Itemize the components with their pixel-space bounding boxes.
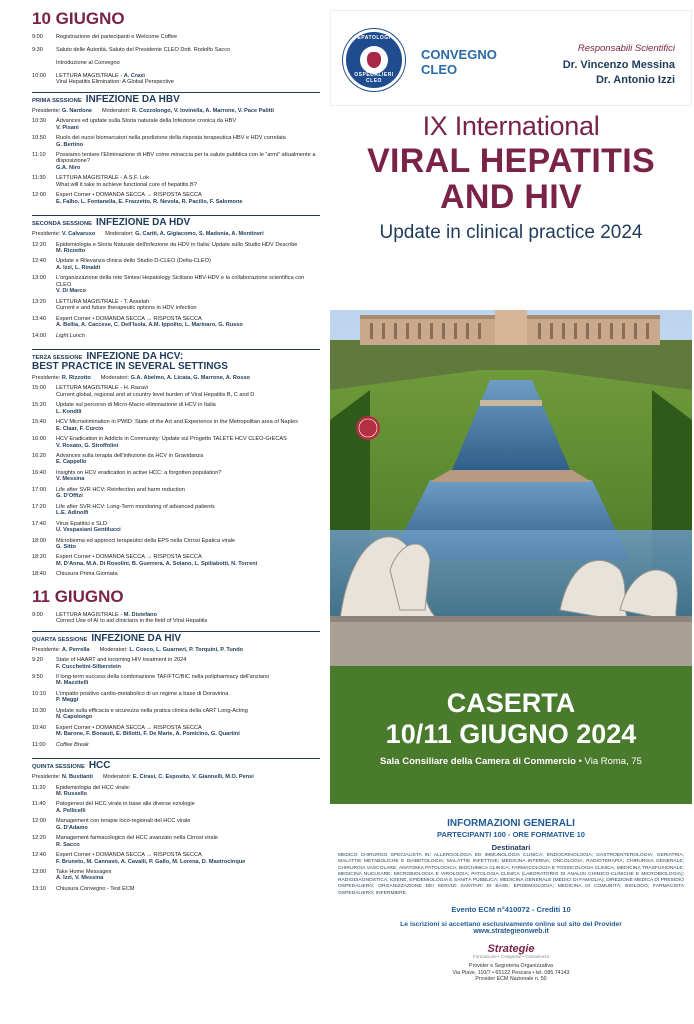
agenda-item [32, 453, 320, 466]
agenda-item [32, 852, 320, 865]
agenda-time: 11:20 [32, 784, 46, 791]
speaker-name: R. Sacco [56, 841, 80, 848]
recipients-title: Destinatari [491, 843, 531, 852]
title-edition: IX International [422, 111, 600, 141]
registration-info: Le iscrizioni si accettano esclusivamente online sul sito del Provider [400, 921, 622, 929]
ecm-info: Evento ECM n°410072 - Crediti 10 [451, 905, 571, 915]
recipients-text: MEDICO CHIRURGO SPECIALISTA IN: ALLERGOLOGIA ED IMMUNOLOGIA CLINICA; ENDOCRINOLOGIA; GASTROENTEROLOGIA; GERIATRIA; MALATTIE METABOLICHE E DIABETOLOGIA; MALATTIE INFETTIVE; MEDICINA INTERNA; ONCOLOGIA; RADIOTERAPIA; CHIRURGIA GENERALE; CHIRURGIA VASCOLARE; ANATOMIA PATOLOGICA; BIOCHIMICA CLINICA; FARMACOLOGIA E TOSSICOLOGIA CLINICA; MEDICINA TRASFUSIONALE; MEDICINA NUCLEARE; MICROBIOLOGIA E VIROLOGIA; PATOLOGIA CLINICA (LABORATORIO DI ANALISI CHIMICO-CLINICHE E MICROBIOLOGIA); RADIODIAGNOSTICA; IGIENE, EPIDEMIOLOGIA E SANITÀ PUBBLICA; MEDICINA GENERALE (MEDICI DI FAMIGLIA); DIREZIONE MEDICA DI PRESIDIO OSPEDALIERO; ORGANIZZAZIONE DEI SERVIZI SANITARI DI BASE; EPIDEMIOLOGIA; MEDICINA DI COMUNITÀ; BIOLOGO; FARMACISTA OSPEDALIERO; INFERMIERE. [338, 853, 684, 896]
agenda-text: Registrazione dei partecipanti e Welcome Coffee [56, 34, 178, 40]
agenda-item [32, 742, 320, 748]
agenda-time: 10:30 [32, 118, 46, 125]
agenda-time: 12:40 [32, 258, 46, 265]
speaker-name: G. Sitto [56, 543, 76, 550]
agenda-item [32, 487, 320, 500]
agenda-item [32, 835, 320, 848]
agenda-time: 16:40 [32, 469, 46, 476]
cleo-logo [343, 29, 405, 91]
agenda-item [32, 691, 320, 704]
speaker-name: G. Bertino [56, 141, 84, 148]
palace-photo-illustration [330, 310, 692, 666]
speaker-name: V. Pisani [56, 124, 79, 131]
session-label: SECONDA SESSIONE [32, 221, 93, 228]
agenda-item [32, 538, 320, 551]
agenda-text: Life after SVR HCV: Long-Term monitoring of advanced patients [56, 503, 215, 510]
agenda-time: 10.50 [32, 135, 46, 142]
agenda-item [32, 316, 320, 329]
session-2 [32, 215, 320, 343]
agenda-item [32, 886, 320, 892]
day-2-title: 11 GIUGNO [32, 586, 124, 606]
agenda-time: 11:00 [32, 741, 46, 748]
agenda-text: Management farmacologico del HCC avanzato nella Cirrosi virale [56, 835, 218, 842]
agenda-time: 9:00 [32, 34, 43, 40]
agenda-time: 13:00 [32, 869, 46, 876]
lecture-title: Viral Hepatitis Elimination: A Global Perspective [56, 79, 175, 86]
general-info [330, 818, 692, 983]
lecture-speaker: M. Distefano [123, 611, 158, 618]
agenda-item [32, 192, 320, 205]
agenda-text: HCV Eradication in Addicts in Community: Update sul Progetto TALETE HCV CLEO-GrECAS [56, 436, 287, 443]
lecture-item [32, 73, 320, 86]
agenda-text: Epidemiologia e Storia Naturale dell'infezione da HDV in Italia: Update sullo Studio HDV Describe [56, 241, 298, 248]
convegno-label: CONVEGNO CLEO [421, 47, 497, 77]
speaker-name: L. Kondili [56, 408, 82, 415]
agenda-time: 17:00 [32, 486, 46, 493]
session-name: HCC [88, 760, 111, 772]
agenda-time: 16:00 [32, 436, 46, 443]
speaker-name: F. Bruneto, M. Cannavò, A. Cavalli, P. Gallo, M. Lorena, D. Mastrocinque [56, 858, 246, 865]
strategie-tagline: Formazione • Congressi • Consulenza [473, 954, 549, 960]
agenda-time: 9:50 [32, 674, 43, 680]
event-dates: 10/11 GIUGNO 2024 [385, 719, 637, 749]
scientific-managers [563, 43, 675, 88]
agenda-time: 10:10 [32, 690, 46, 697]
speaker-name: F. Cucchetini-Silberstein [56, 663, 121, 670]
agenda-item [32, 175, 320, 188]
agenda-item [32, 152, 320, 171]
agenda-text: Patogenesi del HCC virale in base alle diverse eziologie [56, 801, 195, 808]
speaker-name: M. Mazzitelli [56, 680, 89, 687]
agenda-time [32, 60, 56, 66]
agenda-text: Coffee Break [56, 741, 89, 748]
moderators-names: R. Cozzolongo, V. Iovinella, A. Marrone, V. Pace Palitti [131, 107, 274, 114]
agenda-item [32, 571, 320, 577]
resp-name: Dr. Antonio Izzi [595, 74, 675, 86]
moderators-names: L. Cosco, L. Guarneri, P. Torquini, P. Tundo [129, 646, 244, 653]
speaker-name: G.A. Niro [56, 164, 81, 171]
agenda-item [32, 419, 320, 432]
poster-panel [330, 10, 692, 1022]
agenda-item [32, 657, 320, 670]
agenda-subtitle: What will it take to achieve functional cure of hepatitis B? [56, 181, 197, 188]
agenda-text: Light Lunch [56, 332, 85, 339]
agenda-text: Chiusura Convegno - Test ECM [56, 885, 135, 892]
speaker-name: N. Capolongo [56, 714, 93, 721]
session-label: TERZA SESSIONE [32, 355, 83, 361]
agenda-item [32, 242, 320, 255]
agenda-text: Chiusura Prima Giornata [56, 571, 118, 578]
info-title: INFORMAZIONI GENERALI [447, 818, 575, 829]
agenda-time: 11:10 [32, 152, 46, 159]
agenda-time: 11:40 [32, 801, 46, 808]
agenda-text: Update e Rilevanza clinica dello Studio D-CLEO (Delta-CLEO) [56, 258, 211, 265]
agenda-text: Take Home Messages [56, 869, 112, 876]
agenda-item [32, 674, 320, 687]
agenda-item [32, 60, 320, 66]
agenda-item [32, 34, 320, 40]
agenda-time: 12:00 [32, 818, 46, 825]
agenda-item [32, 818, 320, 831]
agenda-time: 15:20 [32, 402, 46, 409]
agenda-text: Microbioma ed approcci terapeutici della EPS nella Cirrosi Epatica virale [56, 537, 236, 544]
event-title [330, 110, 692, 244]
agenda-time: 13:10 [32, 885, 46, 892]
agenda-time: 12:00 [32, 192, 46, 199]
venue: Sala Consiliare della Camera di Commercio • Via Roma, 75 [380, 756, 642, 767]
agenda-item [32, 436, 320, 449]
session-label: QUARTA SESSIONE [32, 636, 88, 643]
agenda-text: L'impatto positivo cardio-metabolico di un regime a base di Doravirina [56, 690, 229, 697]
agenda-item [32, 708, 320, 721]
agenda-item [32, 725, 320, 738]
agenda-time: 17:40 [32, 520, 46, 527]
agenda-item [32, 118, 320, 131]
lecture-speaker: A. Craxì [123, 73, 145, 79]
agenda-text: Expert Corner • DOMANDA SECCA → RISPOSTA SECCA [56, 724, 202, 731]
agenda-text: Ruolo dei nuovi biomarcatori nella predizione della risposta terapeutica HBV e HDV correlata [56, 135, 286, 142]
title-main: VIRAL HEPATITIS [367, 142, 655, 180]
agenda-text: LETTURA MAGISTRALE - T. Asselah [56, 298, 150, 305]
agenda-time: 16:20 [32, 453, 46, 460]
agenda-time: 9:00 [32, 611, 43, 618]
agenda-text: Update sul percorso di Micro-Macro eliminazione di HCV in Italia [56, 402, 216, 409]
lecture-label: LETTURA MAGISTRALE - [56, 611, 124, 618]
session-name: INFEZIONE DA HBV [85, 93, 180, 105]
agenda-text: Il long-term success della combinazione TAF/FTC/BIC nella polipharmacy dell'anziano [56, 674, 270, 680]
agenda-text: Virus Epatitici e SLD [56, 520, 107, 527]
president-name: G. Nardone [61, 107, 93, 114]
agenda-item [32, 333, 320, 339]
lecture-label: LETTURA MAGISTRALE - [56, 73, 124, 79]
agenda-time: 13:20 [32, 298, 46, 305]
logo-text-top: EPATOLOGI [357, 35, 391, 41]
president-name: R. Rizzotto [61, 375, 91, 381]
programme-column [0, 0, 328, 1024]
agenda-item [32, 521, 320, 534]
lecture-title: Correct Use of AI to aid clinicians in the field of Viral Hepatitis [56, 618, 208, 625]
agenda-item [32, 785, 320, 798]
agenda-text: L'organizzazione della rete Sintesi Hepatology Siciliano HBV-HDV e la collaborazione scientifica con CLEO [56, 275, 305, 288]
speaker-name: M. Rizzetto [56, 247, 86, 254]
speaker-name: M. Barone, F. Bonauti, E. Billotti, F. De Marie, A. Pomicino, G. Quartini [56, 731, 240, 738]
agenda-time: 15:00 [32, 385, 46, 392]
agenda-text: Advances ed update sulla Storia naturale della Infezione cronica da HBV [56, 118, 237, 125]
moderators-label: Moderatori: [105, 231, 134, 238]
poster-header [330, 10, 692, 106]
president-name: A. Perrella [61, 646, 90, 653]
agenda-text: Expert Corner • DOMANDA SECCA → RISPOSTA SECCA [56, 315, 202, 322]
speaker-name: U. Vespasiani Gentilucci [56, 527, 121, 534]
session-5 [32, 758, 320, 896]
day-1-title: 10 GIUGNO [32, 9, 125, 28]
president-label: Presidente: [32, 646, 61, 653]
moderators-names: G. Cariti, A. Gigiacomo, S. Madonia, A. Montineri [135, 231, 264, 238]
agenda-time: 12:20 [32, 835, 46, 842]
president-label: Presidente: [32, 231, 61, 238]
president-label: Presidente: [32, 107, 61, 114]
agenda-item [32, 275, 320, 294]
moderators-label: Moderatori: [102, 774, 132, 781]
session-3 [32, 349, 320, 582]
session-label: PRIMA SESSIONE [32, 97, 82, 104]
speaker-name: E. Falbo, L. Fontanella, E. Frazzetto, R. Nevola, R. Pacilio, F. Salomone [56, 198, 243, 205]
speaker-name: E. Cappello [56, 459, 87, 466]
agenda-item [32, 299, 320, 312]
speaker-name: P. Maggi [56, 697, 79, 704]
title-subtitle: Update in clinical practice 2024 [379, 222, 643, 243]
agenda-text: HCV Microelimination in PWID: State of the Art and Experience in the Metropolitan area of Naples [56, 419, 298, 426]
session-name: INFEZIONE DA HCV: [86, 351, 184, 362]
moderators-label: Moderatori: [102, 107, 131, 114]
agenda-item [32, 504, 320, 517]
agenda-time: 10:40 [32, 724, 46, 731]
agenda-text: Life after SVR HCV: Reinfection and harm reduction [56, 486, 185, 493]
agenda-text: Possiamo tentare l'Eliminazione di HBV come minaccia per la salute pubblica con le “armi” attualmente a disposizione? [56, 152, 316, 165]
agenda-text: State of HAART and incoming HIV treatment in 2024 [56, 657, 187, 664]
reggia-caserta-photo [330, 310, 692, 666]
speaker-name: V. Di Marco [56, 288, 86, 295]
info-participants: PARTECIPANTI 100 - ORE FORMATIVE 10 [437, 830, 585, 839]
agenda-time: 18:20 [32, 554, 46, 561]
president-name: N. Bustianti [61, 774, 93, 781]
agenda-text: Saluto delle Autorità, Saluto del Presidente CLEO Dott. Rodolfo Sacco [56, 47, 231, 53]
logo-text-bottom: OSPEDALIERI CLEO [354, 72, 394, 84]
session-label: QUINTA SESSIONE [32, 764, 85, 771]
resp-label: Responsabili Scientifici [577, 43, 675, 54]
speaker-name: M. Russello [56, 790, 88, 797]
speaker-name: M. D'Anna, M.A. Di Rosolini, B. Guerrera, A. Solano, L. Spiliabotti, N. Torreni [56, 560, 258, 567]
agenda-text: Expert Corner • DOMANDA SECCA → RISPOSTA SECCA [56, 852, 202, 859]
provider-info: Provider e Segreteria Organizzativa Via Piave, 110/7 • 65122 Pescara • tel. 085.74143 Provider ECM Nazionale n. 50 [452, 963, 570, 983]
speaker-name: L.E. Adinolfi [56, 510, 89, 517]
strategie-logo: Strategie [487, 943, 535, 956]
agenda-text: Epidemiologia del HCC virale: [56, 784, 131, 791]
agenda-text: Update sulla efficacia e sicurezza nella pratica clinica della cART Long-Acting [56, 707, 248, 714]
agenda-item [32, 402, 320, 415]
agenda-text: LETTURA MAGISTRALE - H. Razavi [56, 385, 149, 392]
agenda-time: 12:20 [32, 241, 46, 248]
agenda-text: Advances sulla terapia dell'infezione da HCV in Gravidanza [56, 453, 204, 460]
agenda-item [32, 385, 320, 398]
speaker-name: E. Claar, F. Curcio [56, 425, 104, 432]
agenda-text: Insights on HCV eradication in active HCC: a forgotten population? [56, 469, 222, 476]
moderators-label: Moderatori: [99, 646, 128, 653]
speaker-name: G. D'Adamo [56, 824, 88, 831]
speaker-name: A. Pellicelli [56, 807, 86, 814]
resp-name: Dr. Vincenzo Messina [562, 59, 675, 71]
moderators-label: Moderatori: [100, 375, 130, 381]
agenda-item [32, 470, 320, 483]
agenda-time: 14:00 [32, 332, 46, 339]
agenda-time: 9:20 [32, 657, 43, 664]
city: CASERTA [446, 688, 576, 718]
agenda-time: 18:00 [32, 537, 46, 544]
agenda-text: Introduzione al Convegno [56, 60, 120, 66]
moderators-names: E. Cirasi, C. Esposito, V. Giannelli, M.O. Pensi [132, 774, 254, 781]
speaker-name: G. D'Offizi [56, 493, 83, 500]
president-label: Presidente: [32, 774, 61, 781]
speaker-name: V. Rosato, G. Stroffolini [56, 442, 119, 449]
speaker-name: A. Izzi, L. Rinaldi [56, 264, 101, 271]
provider-website-link[interactable]: www.strategieonweb.it [473, 928, 549, 936]
session-name: INFEZIONE DA HDV [96, 217, 191, 229]
agenda-item [32, 258, 320, 271]
agenda-time: 15:40 [32, 419, 46, 426]
agenda-text: Expert Corner • DOMANDA SECCA → RISPOSTA SECCA [56, 554, 202, 561]
session-name: INFEZIONE DA HIV [91, 632, 182, 644]
agenda-item [32, 47, 320, 53]
lecture-item [32, 612, 320, 625]
agenda-time: 10:00 [32, 73, 46, 79]
agenda-time: 18:40 [32, 571, 46, 578]
moderators-names: G.A. Abelmo, A. Licata, G. Marrone, A. Rosso [130, 375, 250, 381]
agenda-item [32, 554, 320, 567]
speaker-name: A. Bellia, A. Caccese, C. Dell'Isola, A.M. Ippolito, L. Marinaro, G. Russo [56, 322, 243, 328]
agenda-text: Expert Corner • DOMANDA SECCA → RISPOSTA SECCA [56, 192, 202, 199]
agenda-time: 10:30 [32, 707, 46, 714]
agenda-text: LETTURA MAGISTRALE - A.S.F. Lok [56, 175, 149, 182]
session-4 [32, 631, 320, 752]
seal-badge [356, 416, 380, 440]
agenda-item [32, 801, 320, 814]
agenda-item [32, 135, 320, 148]
agenda-time: 13:00 [32, 275, 46, 282]
president-label: Presidente: [32, 375, 61, 381]
session-1 [32, 92, 320, 209]
agenda-subtitle: Current e and future therapeutic options in HDV infection [56, 305, 197, 312]
speaker-name: A. Izzi, V. Messina [56, 875, 104, 882]
speaker-name: V. Messina [56, 476, 85, 483]
agenda-time: 9:30 [32, 47, 43, 53]
agenda-time: 11:30 [32, 175, 46, 182]
agenda-time: 17:20 [32, 503, 46, 510]
agenda-item [32, 869, 320, 882]
president-name: V. Calvaruso [61, 231, 96, 238]
agenda-text: Management con terapie loco-regionali del HCC virale [56, 818, 191, 825]
session-name-line-2: BEST PRACTICE IN SEVERAL SETTINGS [32, 361, 228, 372]
title-main-2: AND HIV [440, 178, 582, 216]
date-location-banner [330, 666, 692, 804]
agenda-time: 13:40 [32, 315, 46, 322]
agenda-subtitle: Current global, regional and at country level burden of Viral Hepatitis B, C and D [56, 391, 255, 398]
agenda-time: 12:40 [32, 852, 46, 859]
